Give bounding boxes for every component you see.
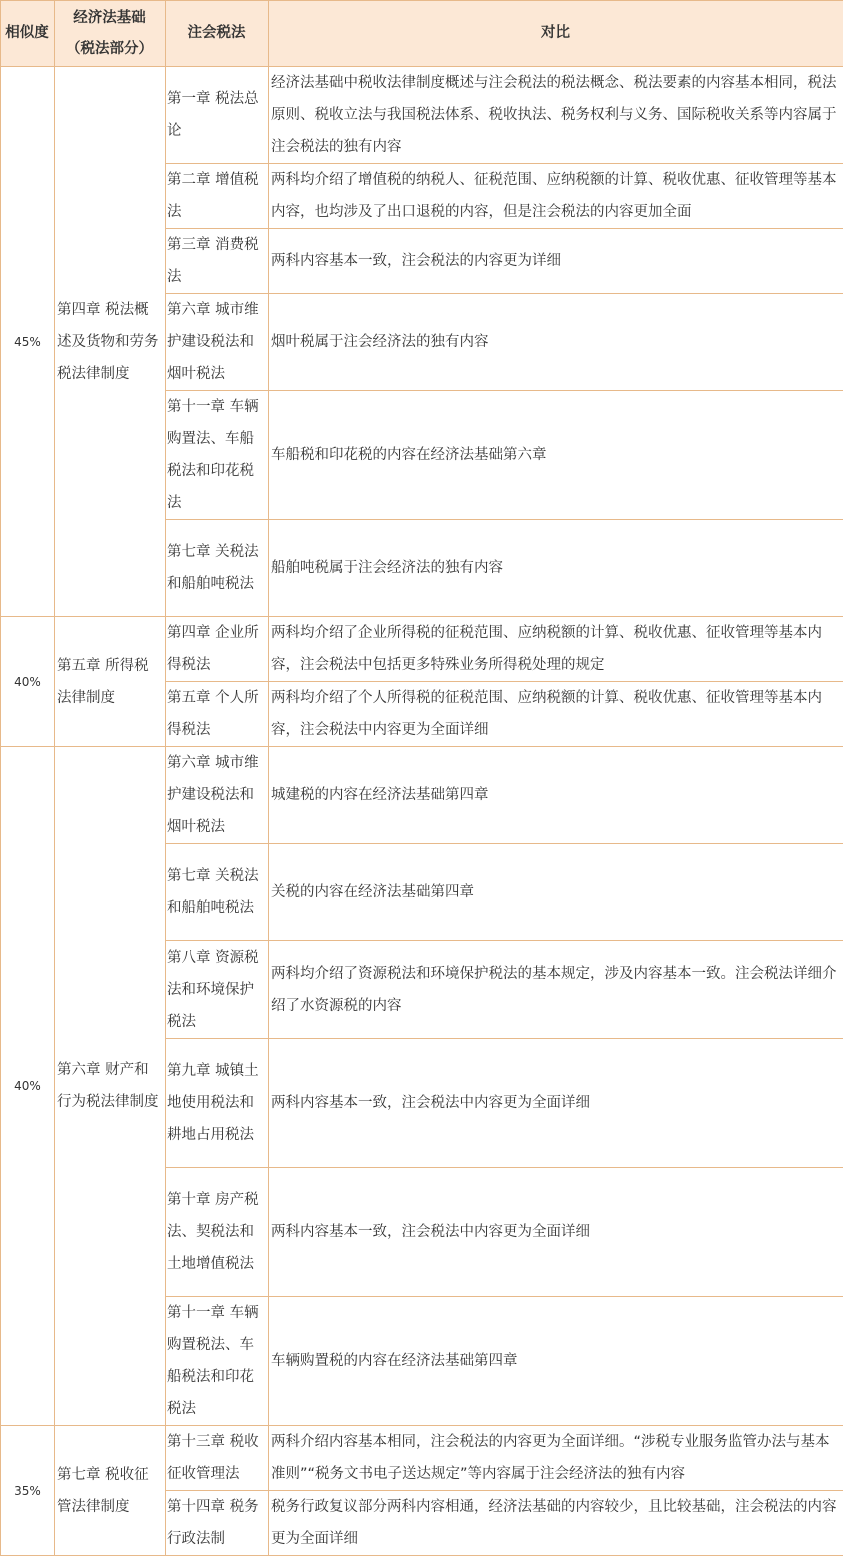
tax-chapter-cell: 第六章 城市维护建设税法和烟叶税法 [166,294,269,391]
comparison-cell: 两科均介绍了资源税法和环境保护税法的基本规定，涉及内容基本一致。注会税法详细介绍了水资源税的内容 [269,941,843,1039]
econ-chapter-cell: 第五章 所得税法律制度 [55,617,166,747]
tax-chapter-cell: 第三章 消费税法 [166,229,269,294]
tax-chapter-cell: 第五章 个人所得税法 [166,682,269,747]
header-tax-law: 注会税法 [166,1,269,67]
header-econ-law [55,1,166,67]
similarity-cell: 40% [1,617,55,747]
tax-chapter-cell: 第八章 资源税法和环境保护税法 [166,941,269,1039]
comparison-cell: 两科均介绍了增值税的纳税人、征税范围、应纳税额的计算、税收优惠、征收管理等基本内容，也均涉及了出口退税的内容，但是注会税法的内容更加全面 [269,164,843,229]
comparison-cell: 车辆购置税的内容在经济法基础第四章 [269,1297,843,1426]
comparison-cell: 两科均介绍了个人所得税的征税范围、应纳税额的计算、税收优惠、征收管理等基本内容，注会税法中内容更为全面详细 [269,682,843,747]
tax-chapter-cell: 第二章 增值税法 [166,164,269,229]
comparison-cell: 经济法基础中税收法律制度概述与注会税法的税法概念、税法要素的内容基本相同，税法原则、税收立法与我国税法体系、税收执法、税务权利与义务、国际税收关系等内容属于注会税法的独有内容 [269,67,843,164]
tax-chapter-cell: 第十章 房产税法、契税法和土地增值税法 [166,1168,269,1297]
header-econ-line2: （税法部分） [66,40,153,57]
similarity-cell: 35% [1,1426,55,1556]
tax-chapter-cell: 第十四章 税务行政法制 [166,1491,269,1556]
comparison-cell: 烟叶税属于注会经济法的独有内容 [269,294,843,391]
similarity-cell: 40% [1,747,55,1426]
header-row [1,1,843,67]
comparison-cell: 两科内容基本一致，注会税法中内容更为全面详细 [269,1039,843,1168]
table-row [1,747,843,844]
tax-chapter-cell: 第十三章 税收征收管理法 [166,1426,269,1491]
table-row [1,617,843,682]
comparison-cell: 城建税的内容在经济法基础第四章 [269,747,843,844]
table-row [1,67,843,164]
comparison-cell: 关税的内容在经济法基础第四章 [269,844,843,941]
tax-chapter-cell: 第九章 城镇土地使用税法和耕地占用税法 [166,1039,269,1168]
tax-chapter-cell: 第一章 税法总论 [166,67,269,164]
tax-chapter-cell: 第十一章 车辆购置税法、车船税法和印花税法 [166,1297,269,1426]
comparison-cell: 车船税和印花税的内容在经济法基础第六章 [269,391,843,520]
comparison-cell: 两科内容基本一致，注会税法的内容更为详细 [269,229,843,294]
header-comparison: 对比 [269,1,843,67]
table-row [1,1426,843,1491]
econ-chapter-cell: 第六章 财产和行为税法律制度 [55,747,166,1426]
similarity-cell: 45% [1,67,55,617]
header-econ-line1: 经济法基础 [73,9,146,26]
econ-chapter-cell: 第七章 税收征管法律制度 [55,1426,166,1556]
tax-chapter-cell: 第七章 关税法和船舶吨税法 [166,844,269,941]
tax-chapter-cell: 第六章 城市维护建设税法和烟叶税法 [166,747,269,844]
comparison-cell: 税务行政复议部分两科内容相通，经济法基础的内容较少，且比较基础，注会税法的内容更为全面详细 [269,1491,843,1556]
tax-chapter-cell: 第四章 企业所得税法 [166,617,269,682]
econ-chapter-cell: 第四章 税法概述及货物和劳务税法律制度 [55,67,166,617]
header-similarity: 相似度 [1,1,55,67]
tax-chapter-cell: 第十一章 车辆购置法、车船税法和印花税法 [166,391,269,520]
comparison-cell: 两科均介绍了企业所得税的征税范围、应纳税额的计算、税收优惠、征收管理等基本内容，注会税法中包括更多特殊业务所得税处理的规定 [269,617,843,682]
tax-chapter-cell: 第七章 关税法和船舶吨税法 [166,520,269,617]
comparison-cell: 两科内容基本一致，注会税法中内容更为全面详细 [269,1168,843,1297]
comparison-cell: 两科介绍内容基本相同，注会税法的内容更为全面详细。“涉税专业服务监管办法与基本准则”“税务文书电子送达规定”等内容属于注会经济法的独有内容 [269,1426,843,1491]
comparison-cell: 船舶吨税属于注会经济法的独有内容 [269,520,843,617]
